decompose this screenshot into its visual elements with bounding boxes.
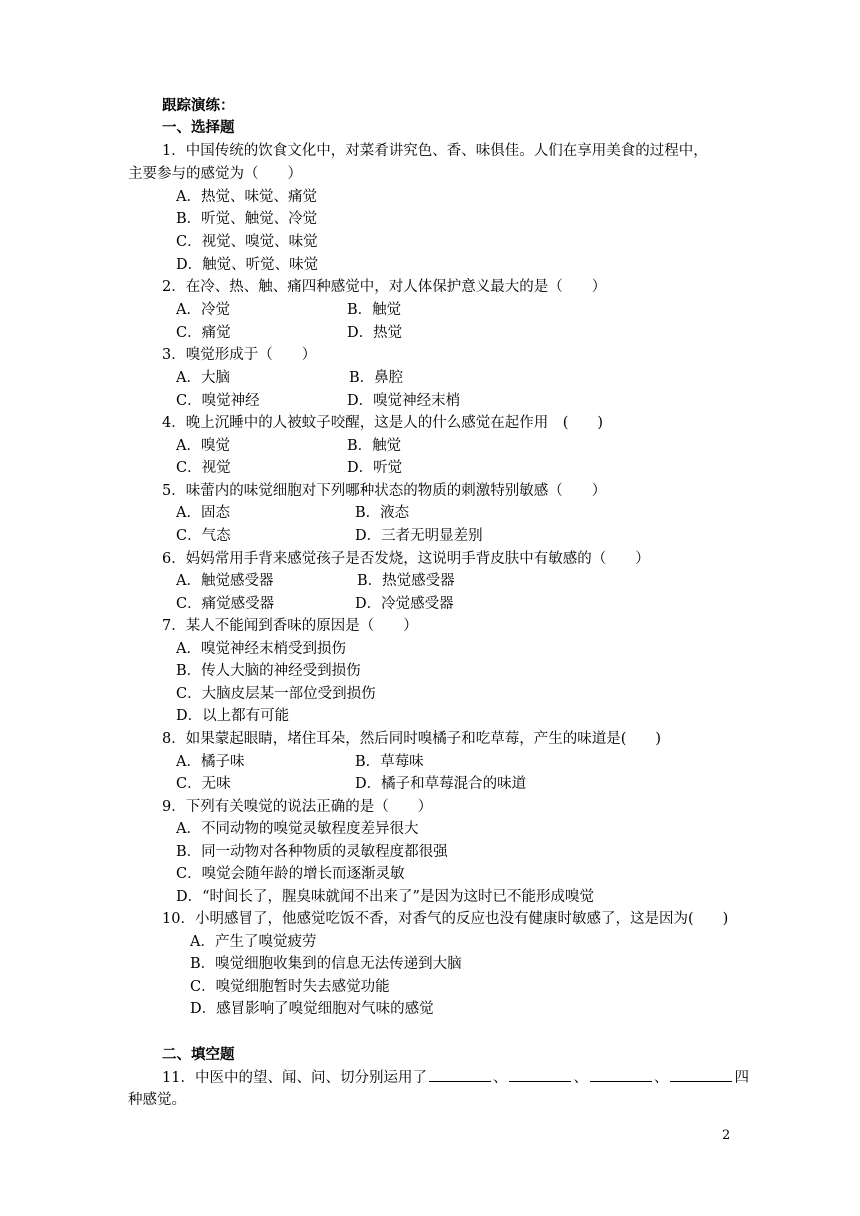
question-8-option-a: A．橘子味 [176,754,245,770]
answer-blank-1[interactable] [429,1067,491,1082]
question-7-option-b: B．传人大脑的神经受到损伤 [176,663,361,679]
question-9-option-c: C．嗅觉会随年龄的增长而逐渐灵敏 [176,866,405,882]
question-2-option-b: B．触觉 [347,302,402,318]
question-8-option-c: C．无味 [176,776,231,792]
question-4-option-a: A．嗅觉 [176,438,230,454]
question-9-option-a: A．不同动物的嗅觉灵敏程度差异很大 [176,821,419,837]
question-1-stem-cont: 主要参与的感觉为（ ） [128,166,302,182]
question-4-option-c: C．视觉 [176,460,231,476]
question-10-option-b: B．嗅觉细胞收集到的信息无法传递到大脑 [190,956,462,972]
question-1-option-c: C．视觉、嗅觉、味觉 [176,234,318,250]
page-number: 2 [722,1128,731,1143]
question-6-option-a: A．触觉感受器 [176,573,274,589]
question-1-option-d: D．触觉、听觉、味觉 [176,257,319,273]
question-4-stem: 4．晚上沉睡中的人被蚊子咬醒，这是人的什么感觉在起作用 ( ) [162,415,604,431]
section-choice-heading: 一、选择题 [162,119,235,136]
question-11-prefix: 11．中医中的望、闻、问、切分别运用了 [162,1070,427,1086]
question-3-option-c: C．嗅觉神经 [176,393,260,409]
question-10-option-a: A．产生了嗅觉疲劳 [190,934,317,950]
question-3-stem: 3．嗅觉形成于（ ） [162,347,317,363]
question-3-option-b: B．鼻腔 [349,370,404,386]
question-9-option-d: D．“时间长了，腥臭味就闻不出来了”是因为这时已不能形成嗅觉 [176,889,594,905]
blank-separator: 、 [573,1070,588,1086]
question-2-stem: 2．在冷、热、触、痛四种感觉中，对人体保护意义最大的是（ ） [162,279,607,295]
question-7-option-c: C．大脑皮层某一部位受到损伤 [176,686,376,702]
question-1-stem: 1．中国传统的饮食文化中，对菜肴讲究色、香、味俱佳。人们在享用美食的过程中， [162,143,708,159]
question-10-option-c: C．嗅觉细胞暂时失去感觉功能 [190,979,390,995]
question-2-option-d: D．热觉 [347,325,403,341]
question-6-option-b: B．热觉感受器 [357,573,455,589]
question-5-option-d: D．三者无明显差别 [355,528,483,544]
question-4-option-d: D．听觉 [347,460,403,476]
answer-blank-3[interactable] [590,1067,652,1082]
question-6-stem: 6．妈妈常用手背来感觉孩子是否发烧，这说明手背皮肤中有敏感的（ ） [162,551,650,567]
question-6-option-d: D．冷觉感受器 [355,596,454,612]
question-10-option-d: D．感冒影响了嗅觉细胞对气味的感觉 [190,1001,434,1017]
question-7-option-a: A．嗅觉神经末梢受到损伤 [176,641,346,657]
question-3-option-d: D．嗅觉神经末梢 [347,393,461,409]
question-2-option-c: C．痛觉 [176,325,231,341]
answer-blank-4[interactable] [670,1067,732,1082]
blank-separator: 、 [653,1070,669,1086]
question-1-option-a: A．热觉、味觉、痛觉 [176,189,317,205]
question-6-option-c: C．痛觉感受器 [176,596,275,612]
question-8-option-b: B．草莓味 [355,754,424,770]
question-1-option-b: B．听觉、触觉、冷觉 [176,211,318,227]
question-5-option-c: C．气态 [176,528,231,544]
question-7-stem: 7．某人不能闻到香味的原因是（ ） [162,618,418,634]
answer-blank-2[interactable] [509,1067,571,1082]
question-9-stem: 9．下列有关嗅觉的说法正确的是（ ） [162,799,433,815]
question-10-stem: 10．小明感冒了，他感觉吃饭不香，对香气的反应也没有健康时敏感了，这是因为( ) [162,911,729,927]
question-5-option-a: A．固态 [176,505,230,521]
question-3-option-a: A．大脑 [176,370,230,386]
question-11-stem [162,1067,749,1088]
practice-heading: 跟踪演练： [162,97,235,114]
question-11-stem-cont: 种感觉。 [128,1092,186,1108]
question-5-option-b: B．液态 [355,505,410,521]
question-5-stem: 5．味蕾内的味觉细胞对下列哪种状态的物质的刺激特别敏感（ ） [162,483,607,499]
question-7-option-d: D．以上都有可能 [176,708,290,724]
question-2-option-a: A．冷觉 [176,302,230,318]
question-9-option-b: B．同一动物对各种物质的灵敏程度都很强 [176,844,448,860]
section-fill-heading: 二、填空题 [162,1046,235,1063]
question-11-suffix: 四 [734,1070,749,1086]
question-8-stem: 8．如果蒙起眼睛，堵住耳朵，然后同时嗅橘子和吃草莓，产生的味道是( ) [162,731,662,747]
question-8-option-d: D．橘子和草莓混合的味道 [355,776,527,792]
question-4-option-b: B．触觉 [347,438,402,454]
blank-separator: 、 [492,1070,508,1086]
